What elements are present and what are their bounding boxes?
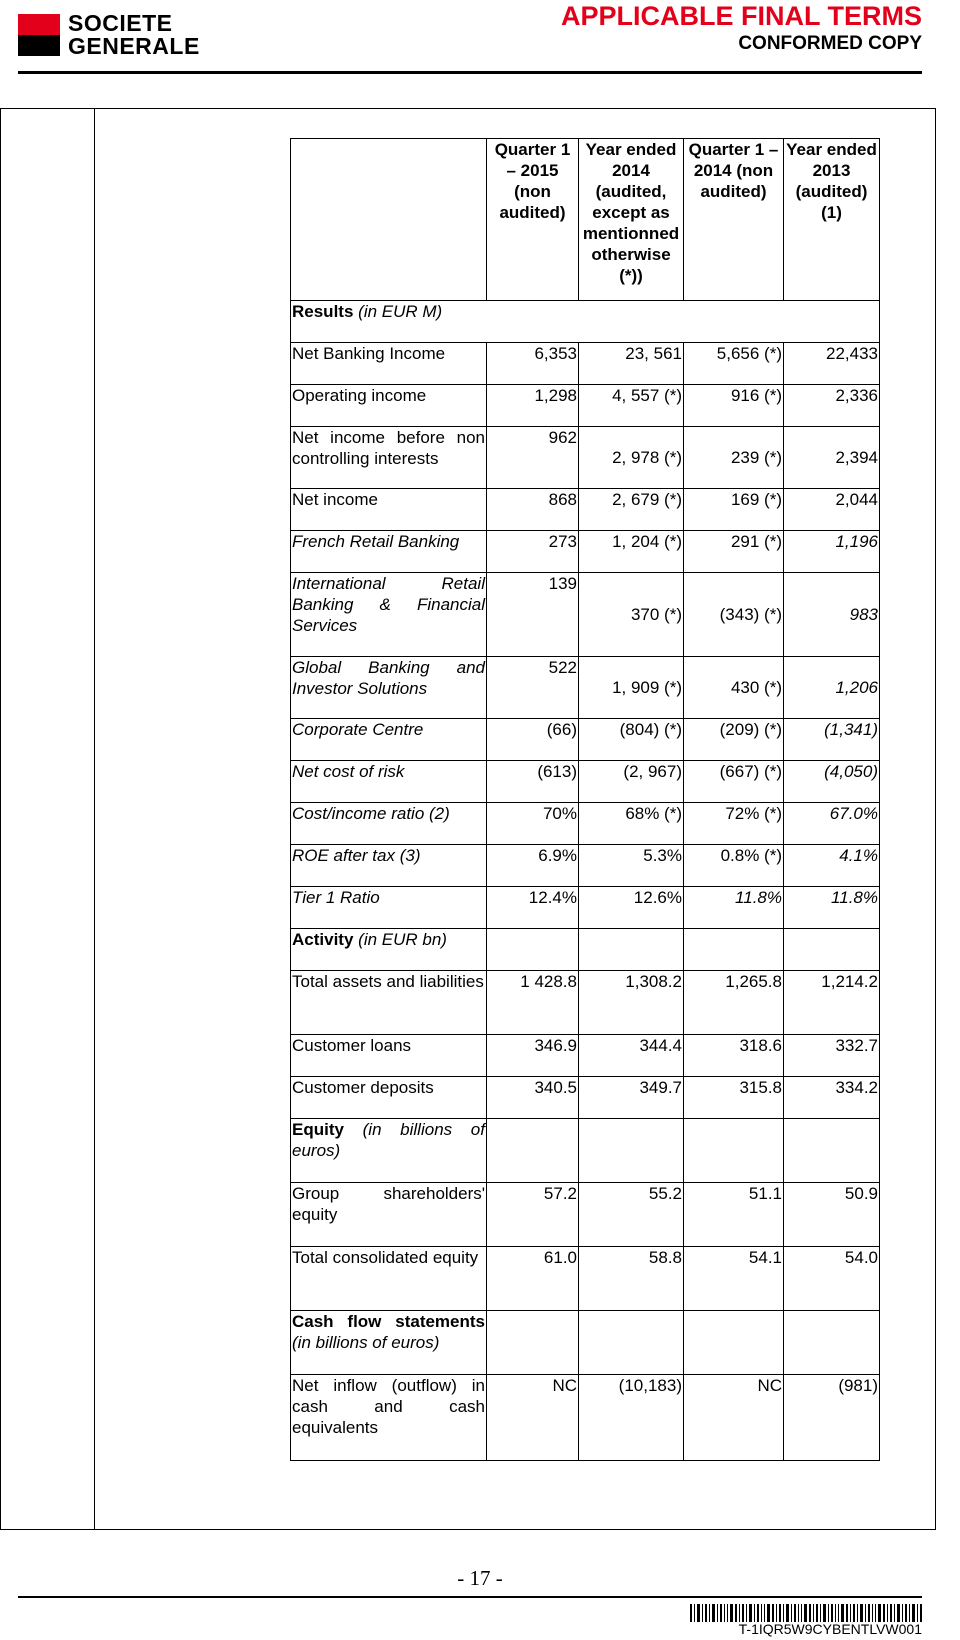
cell-value: (1,341) <box>784 719 880 761</box>
header-blank-cell <box>291 139 487 301</box>
table-row <box>291 1035 880 1077</box>
cell-value: 349.7 <box>579 1077 684 1119</box>
cell-value: 22,433 <box>784 343 880 385</box>
section-heading <box>291 1311 487 1375</box>
cell-value: (667) (*) <box>684 761 784 803</box>
section-title: Activity <box>292 930 354 949</box>
section-row <box>291 301 880 343</box>
row-label: Net Banking Income <box>291 343 487 385</box>
cell-value: 0.8% (*) <box>684 845 784 887</box>
cell-value: 370 (*) <box>579 573 684 657</box>
cell-value: 2, 978 (*) <box>579 427 684 489</box>
empty-cell <box>784 1119 880 1183</box>
row-label: Customer deposits <box>291 1077 487 1119</box>
cell-value: 318.6 <box>684 1035 784 1077</box>
empty-cell <box>579 929 684 971</box>
table-row <box>291 657 880 719</box>
cell-value: 340.5 <box>487 1077 579 1119</box>
empty-cell <box>487 1311 579 1375</box>
empty-cell <box>487 929 579 971</box>
section-note: (in billions of euros) <box>292 1333 440 1352</box>
cell-value: 916 (*) <box>684 385 784 427</box>
cell-value: 2,394 <box>784 427 880 489</box>
column-header: Quarter 1 – 2014 (non audited) <box>684 139 784 301</box>
cell-value: NC <box>487 1375 579 1461</box>
cell-value: 139 <box>487 573 579 657</box>
empty-cell <box>487 1119 579 1183</box>
cell-value: (209) (*) <box>684 719 784 761</box>
cell-value: 55.2 <box>579 1183 684 1247</box>
cell-value: 522 <box>487 657 579 719</box>
row-label: Global Banking and Investor Solutions <box>291 657 487 719</box>
row-label: Total consolidated equity <box>291 1247 487 1311</box>
document-code: T-1IQR5W9CYBENTLVW001 <box>738 1621 922 1637</box>
cell-value: 1,196 <box>784 531 880 573</box>
cell-value: 57.2 <box>487 1183 579 1247</box>
table-row <box>291 1183 880 1247</box>
cell-value: 1,265.8 <box>684 971 784 1035</box>
section-note: (in EUR bn) <box>358 930 447 949</box>
cell-value: 61.0 <box>487 1247 579 1311</box>
company-logo <box>18 12 248 60</box>
cell-value: 983 <box>784 573 880 657</box>
cell-value: 239 (*) <box>684 427 784 489</box>
empty-cell <box>684 1119 784 1183</box>
document-header <box>561 0 922 56</box>
row-label: Group shareholders' equity <box>291 1183 487 1247</box>
table-row <box>291 761 880 803</box>
cell-value: (66) <box>487 719 579 761</box>
row-label: French Retail Banking <box>291 531 487 573</box>
cell-value: 1,206 <box>784 657 880 719</box>
section-title: Results <box>292 302 354 321</box>
table-row <box>291 489 880 531</box>
cell-value: 23, 561 <box>579 343 684 385</box>
cell-value: 72% (*) <box>684 803 784 845</box>
section-heading <box>291 929 487 971</box>
cell-value: 67.0% <box>784 803 880 845</box>
empty-cell <box>579 1119 684 1183</box>
empty-cell <box>579 1311 684 1375</box>
cell-value: 6,353 <box>487 343 579 385</box>
row-label: Operating income <box>291 385 487 427</box>
cell-value: 11.8% <box>784 887 880 929</box>
section-row <box>291 1119 880 1183</box>
cell-value: 54.0 <box>784 1247 880 1311</box>
cell-value: 1, 909 (*) <box>579 657 684 719</box>
empty-cell <box>784 1311 880 1375</box>
cell-value: 169 (*) <box>684 489 784 531</box>
cell-value: 1,214.2 <box>784 971 880 1035</box>
section-heading <box>291 1119 487 1183</box>
column-header: Quarter 1 – 2015 (non audited) <box>487 139 579 301</box>
cell-value: 291 (*) <box>684 531 784 573</box>
cell-value: 4, 557 (*) <box>579 385 684 427</box>
empty-cell <box>684 929 784 971</box>
section-row <box>291 929 880 971</box>
table-row <box>291 1077 880 1119</box>
cell-value: 1 428.8 <box>487 971 579 1035</box>
row-label: Net inflow (outflow) in cash and cash equivalents <box>291 1375 487 1461</box>
cell-value: (343) (*) <box>684 573 784 657</box>
column-header: Year ended 2014 (audited, except as mentionned otherwise (*)) <box>579 139 684 301</box>
section-note: (in billions of euros) <box>292 1120 485 1160</box>
cell-value: 1,298 <box>487 385 579 427</box>
cell-value: 430 (*) <box>684 657 784 719</box>
table-row <box>291 573 880 657</box>
cell-value: NC <box>684 1375 784 1461</box>
logo-mark-icon <box>18 14 60 56</box>
table-row <box>291 803 880 845</box>
cell-value: 68% (*) <box>579 803 684 845</box>
section-note: (in EUR M) <box>358 302 443 321</box>
logo-line-1: SOCIETE <box>68 10 173 36</box>
empty-cell <box>784 929 880 971</box>
cell-value: 962 <box>487 427 579 489</box>
cell-value: (804) (*) <box>579 719 684 761</box>
table-row <box>291 845 880 887</box>
table-row <box>291 385 880 427</box>
row-label: Corporate Centre <box>291 719 487 761</box>
cell-value: 12.6% <box>579 887 684 929</box>
financial-summary-table <box>290 138 880 1461</box>
cell-value: 346.9 <box>487 1035 579 1077</box>
document-subtitle: CONFORMED COPY <box>738 33 922 54</box>
section-heading <box>291 301 880 343</box>
section-title: Cash flow statements <box>292 1312 485 1331</box>
cell-value: 1, 204 (*) <box>579 531 684 573</box>
cell-value: 58.8 <box>579 1247 684 1311</box>
row-label: Net income <box>291 489 487 531</box>
cell-value: 12.4% <box>487 887 579 929</box>
cell-value: 2, 679 (*) <box>579 489 684 531</box>
cell-value: 1,308.2 <box>579 971 684 1035</box>
cell-value: 11.8% <box>684 887 784 929</box>
cell-value: 70% <box>487 803 579 845</box>
table-header-row <box>291 139 880 301</box>
cell-value: 4.1% <box>784 845 880 887</box>
cell-value: 5.3% <box>579 845 684 887</box>
row-label: International Retail Banking & Financial Services <box>291 573 487 657</box>
table-row <box>291 1247 880 1311</box>
cell-value: 6.9% <box>487 845 579 887</box>
cell-value: (613) <box>487 761 579 803</box>
cell-value: (981) <box>784 1375 880 1461</box>
cell-value: 5,656 (*) <box>684 343 784 385</box>
table-row <box>291 531 880 573</box>
cell-value: 334.2 <box>784 1077 880 1119</box>
row-label: Customer loans <box>291 1035 487 1077</box>
section-title: Equity <box>292 1120 344 1139</box>
table-row <box>291 427 880 489</box>
table-row <box>291 887 880 929</box>
cell-value: 50.9 <box>784 1183 880 1247</box>
empty-cell <box>684 1311 784 1375</box>
frame-column-divider <box>94 108 95 1530</box>
cell-value: 54.1 <box>684 1247 784 1311</box>
column-header: Year ended 2013 (audited) (1) <box>784 139 880 301</box>
cell-value: 868 <box>487 489 579 531</box>
barcode-icon <box>690 1604 922 1622</box>
row-label: ROE after tax (3) <box>291 845 487 887</box>
section-row <box>291 1311 880 1375</box>
row-label: Total assets and liabilities <box>291 971 487 1035</box>
row-label: Tier 1 Ratio <box>291 887 487 929</box>
row-label: Cost/income ratio (2) <box>291 803 487 845</box>
cell-value: 332.7 <box>784 1035 880 1077</box>
cell-value: 344.4 <box>579 1035 684 1077</box>
cell-value: 2,044 <box>784 489 880 531</box>
cell-value: 2,336 <box>784 385 880 427</box>
logo-text <box>68 12 200 58</box>
row-label: Net cost of risk <box>291 761 487 803</box>
table-row <box>291 719 880 761</box>
cell-value: (4,050) <box>784 761 880 803</box>
table-row <box>291 1375 880 1461</box>
table-row <box>291 343 880 385</box>
page-number: - 17 - <box>457 1566 503 1590</box>
cell-value: (2, 967) <box>579 761 684 803</box>
header-rule <box>18 71 922 74</box>
cell-value: 273 <box>487 531 579 573</box>
cell-value: (10,183) <box>579 1375 684 1461</box>
cell-value: 315.8 <box>684 1077 784 1119</box>
cell-value: 51.1 <box>684 1183 784 1247</box>
table-row <box>291 971 880 1035</box>
row-label: Net income before non controlling interests <box>291 427 487 489</box>
logo-line-2: GENERALE <box>68 33 200 59</box>
footer-rule <box>18 1596 922 1598</box>
document-title: APPLICABLE FINAL TERMS <box>560 1 922 31</box>
